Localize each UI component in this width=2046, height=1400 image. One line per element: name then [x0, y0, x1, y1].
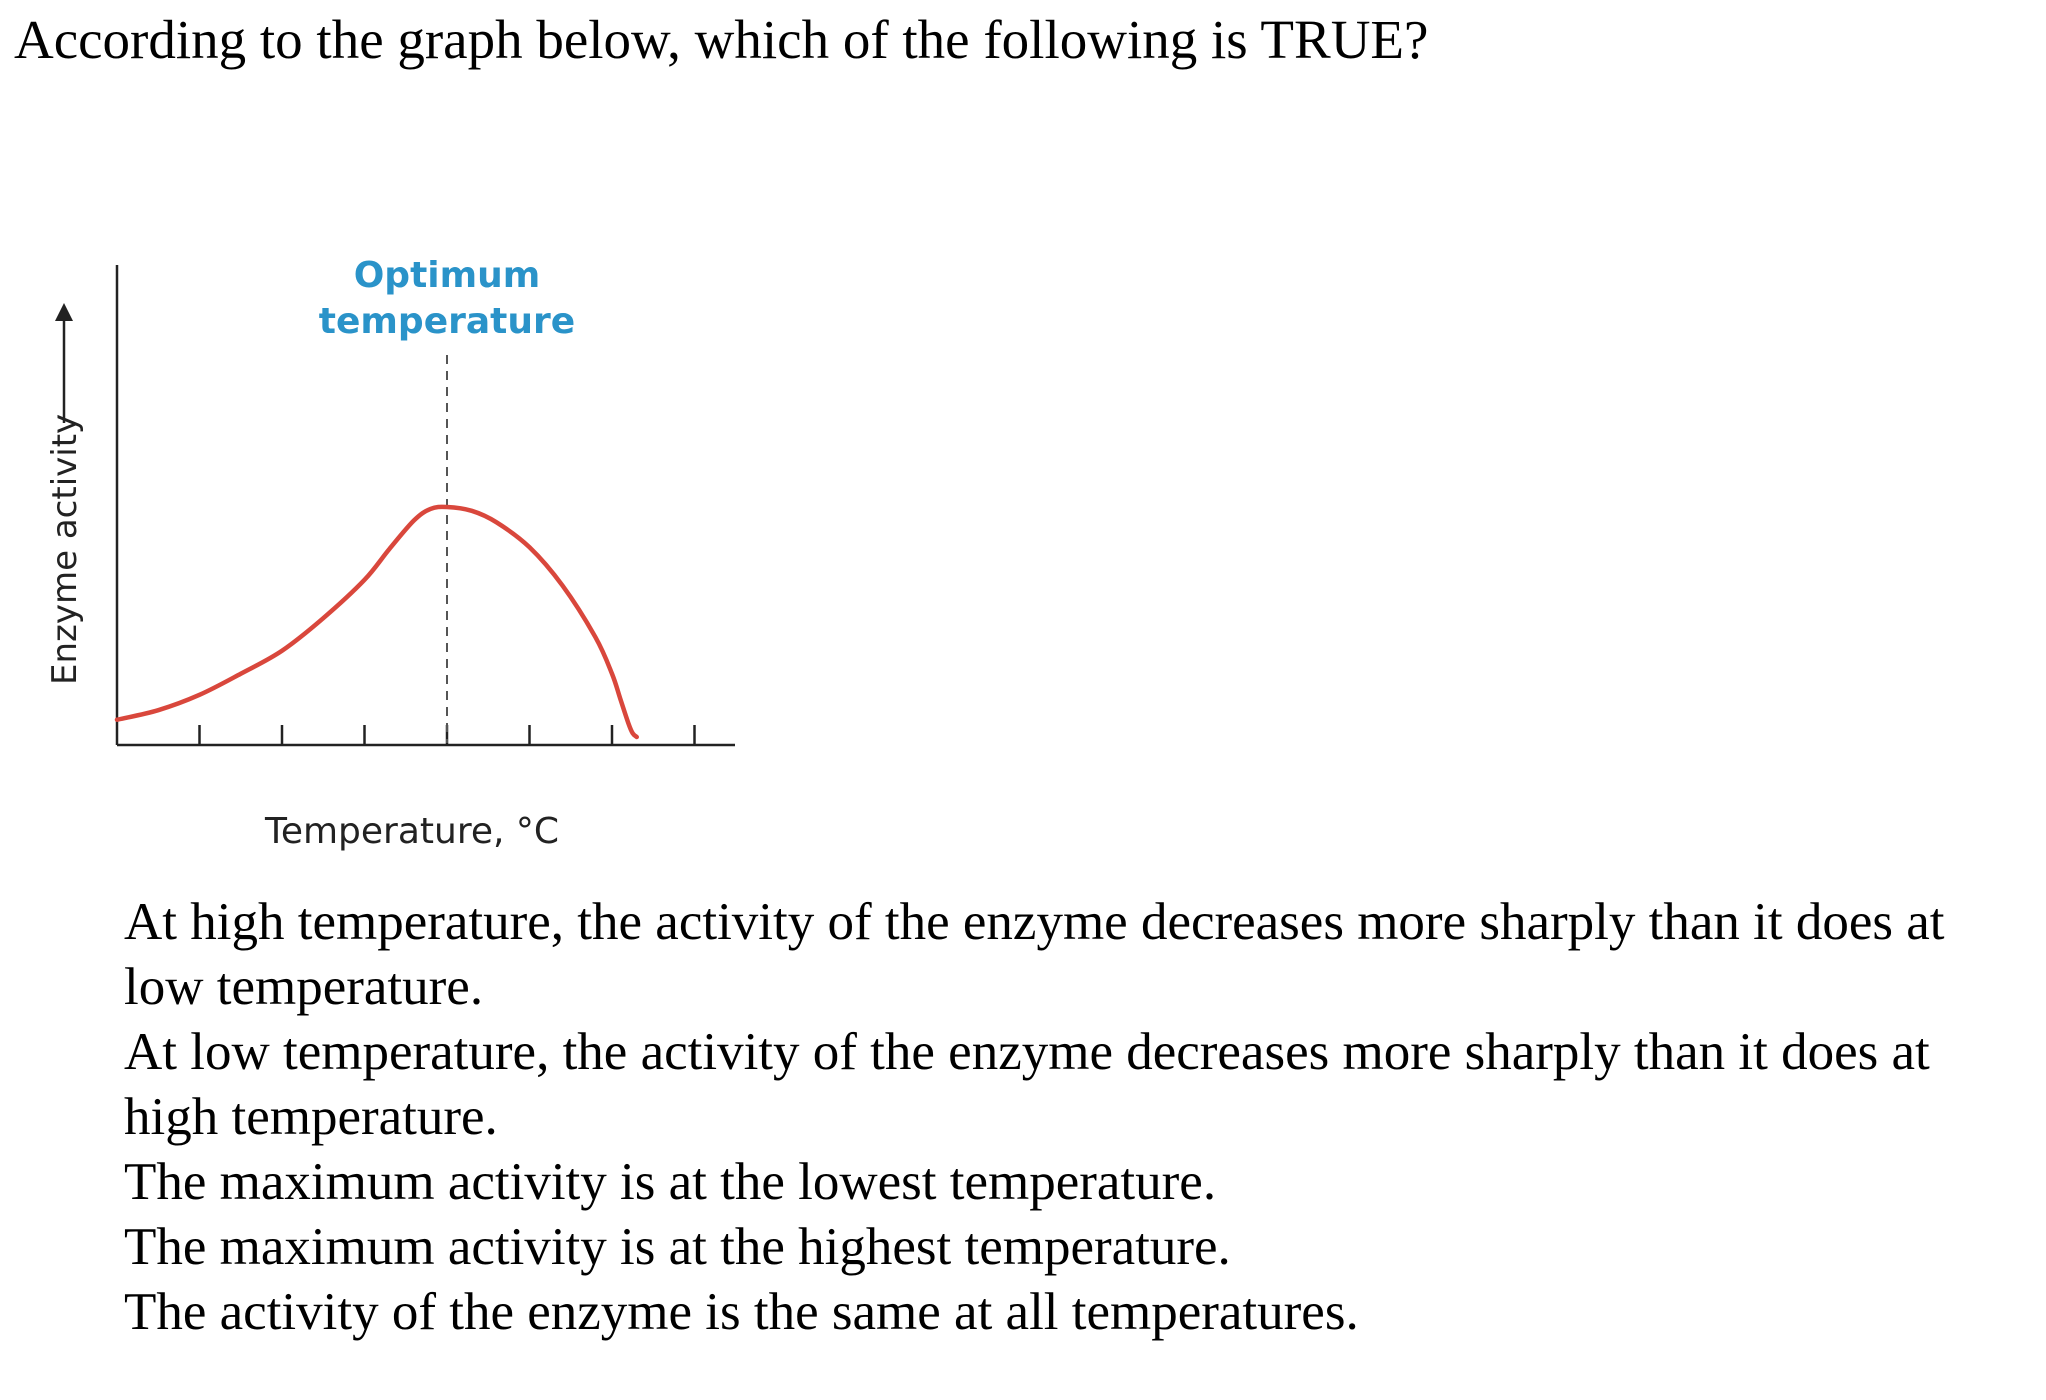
answer-option-5[interactable]: The activity of the enzyme is the same at all temperatures.	[124, 1283, 1359, 1341]
x-axis-label: Temperature, °C	[264, 811, 560, 852]
y-axis-label: Enzyme activity	[45, 413, 85, 685]
optimum-temperature-annotation: Optimum temperature	[318, 255, 576, 342]
enzyme-activity-chart	[0, 215, 800, 895]
y-axis-label-group	[45, 303, 85, 685]
question-text: According to the graph below, which of the following is TRUE?	[14, 9, 1429, 70]
answer-option-1[interactable]: At high temperature, the activity of the enzyme decreases more sharply than it does at low temperature.	[124, 893, 1945, 1016]
y-axis-arrowhead-icon	[55, 303, 73, 321]
answer-options	[124, 890, 2024, 1345]
answer-option-3[interactable]: The maximum activity is at the lowest temperature.	[124, 1153, 1217, 1211]
answer-option-2[interactable]: At low temperature, the activity of the enzyme decreases more sharply than it does at high temperature.	[124, 1023, 1930, 1146]
answer-option-4[interactable]: The maximum activity is at the highest temperature.	[124, 1218, 1231, 1276]
series-enzyme-activity-curve	[117, 507, 637, 737]
